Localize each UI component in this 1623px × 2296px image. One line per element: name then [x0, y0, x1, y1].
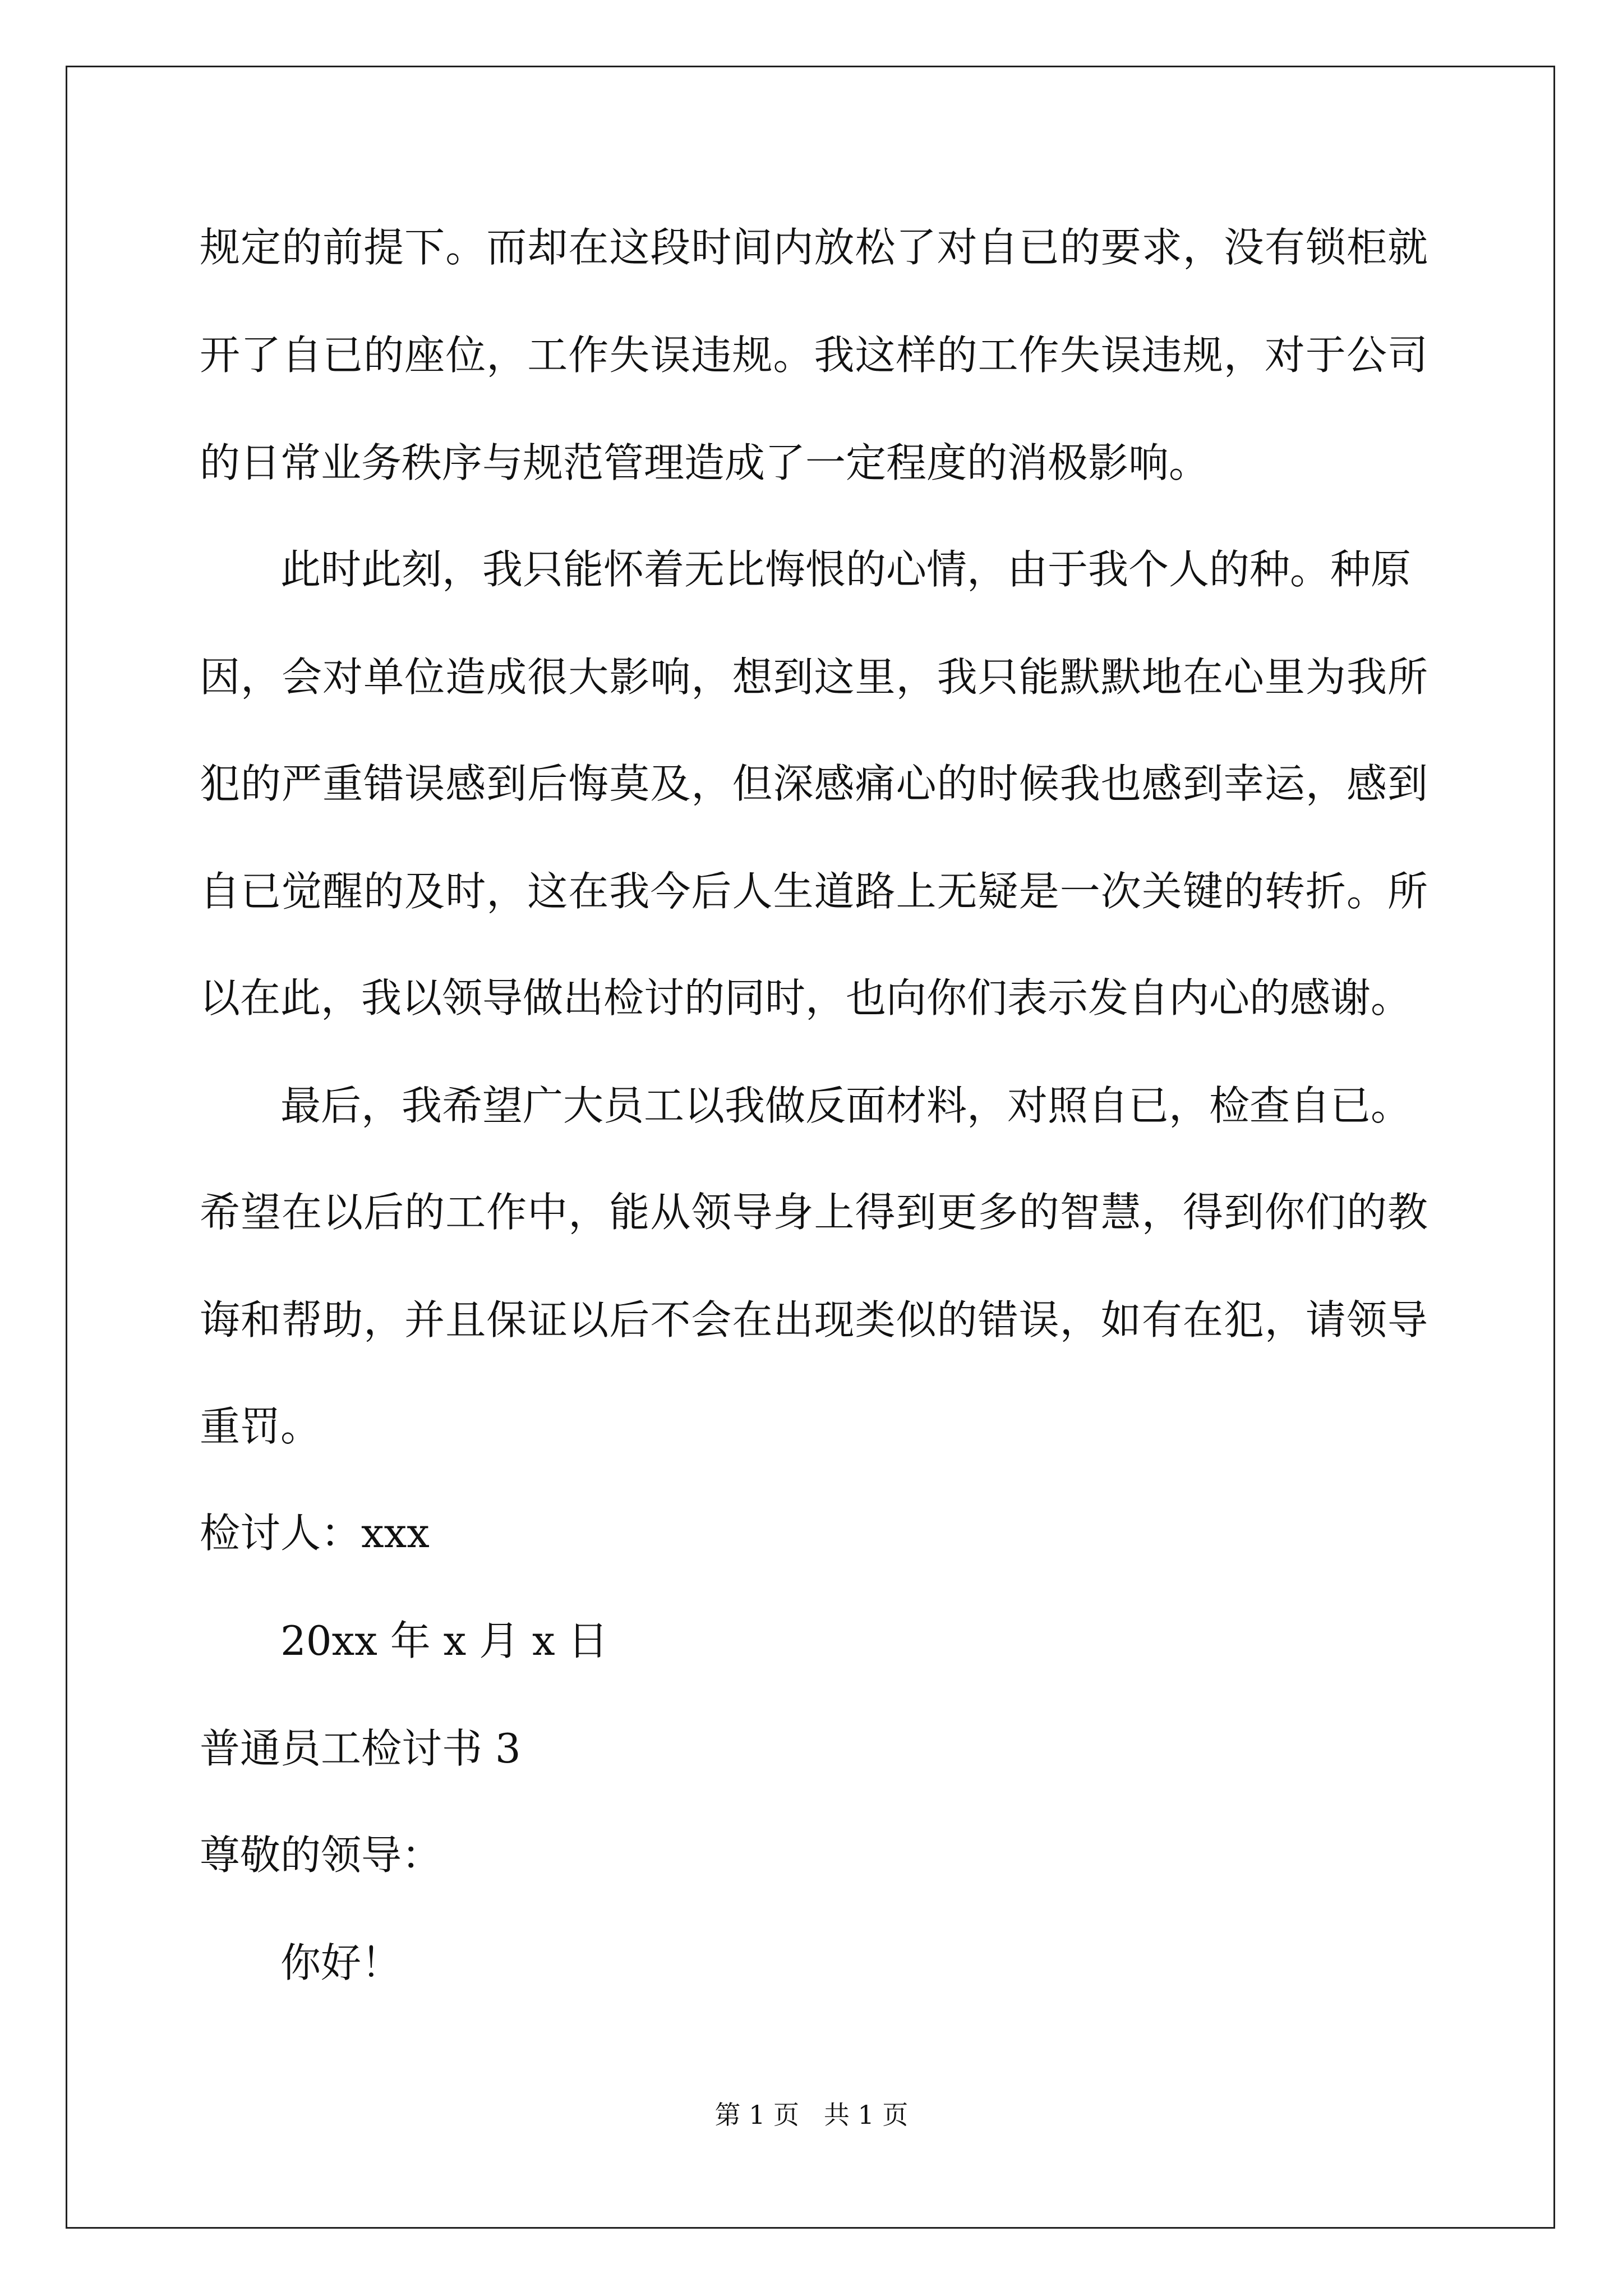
body-line-5: 因，会对单位造成很大影响，想到这里，我只能默默地在心里为我所: [200, 654, 1428, 701]
body-line-4: 此时此刻，我只能怀着无比悔恨的心情，由于我个人的种。种原: [280, 546, 1412, 593]
body-line-8: 以在此，我以领导做出检讨的同时，也向你们表示发自内心的感谢。: [200, 974, 1412, 1022]
page-footer: 第 1 页 共 1 页: [714, 2100, 909, 2130]
body-line-2: 开了自已的座位，工作失误违规。我这样的工作失误违规，对于公司: [200, 332, 1428, 379]
section-title: 普通员工检讨书 3: [200, 1725, 521, 1772]
body-line-12: 重罚。: [200, 1403, 321, 1450]
body-line-11: 诲和帮助，并且保证以后不会在出现类似的错误，如有在犯，请领导: [200, 1296, 1428, 1343]
body-line-1: 规定的前提下。而却在这段时间内放松了对自已的要求，没有锁柜就: [200, 224, 1428, 271]
salutation: 尊敬的领导：: [200, 1832, 442, 1879]
signature-line: 检讨人：xxx: [200, 1510, 430, 1557]
body-line-3: 的日常业务秩序与规范管理造成了一定程度的消极影响。: [200, 439, 1210, 486]
body-line-6: 犯的严重错误感到后悔莫及，但深感痛心的时候我也感到幸运，感到: [200, 760, 1428, 807]
body-line-9: 最后，我希望广大员工以我做反面材料，对照自已，检查自已。: [280, 1082, 1412, 1129]
greeting: 你好！: [280, 1939, 402, 1986]
body-line-7: 自已觉醒的及时，这在我今后人生道路上无疑是一次关键的转折。所: [200, 868, 1428, 915]
date-line: 20xx 年 x 月 x 日: [280, 1617, 608, 1664]
page-border: [66, 66, 1555, 2229]
body-line-10: 希望在以后的工作中，能从领导身上得到更多的智慧，得到你们的教: [200, 1189, 1428, 1236]
